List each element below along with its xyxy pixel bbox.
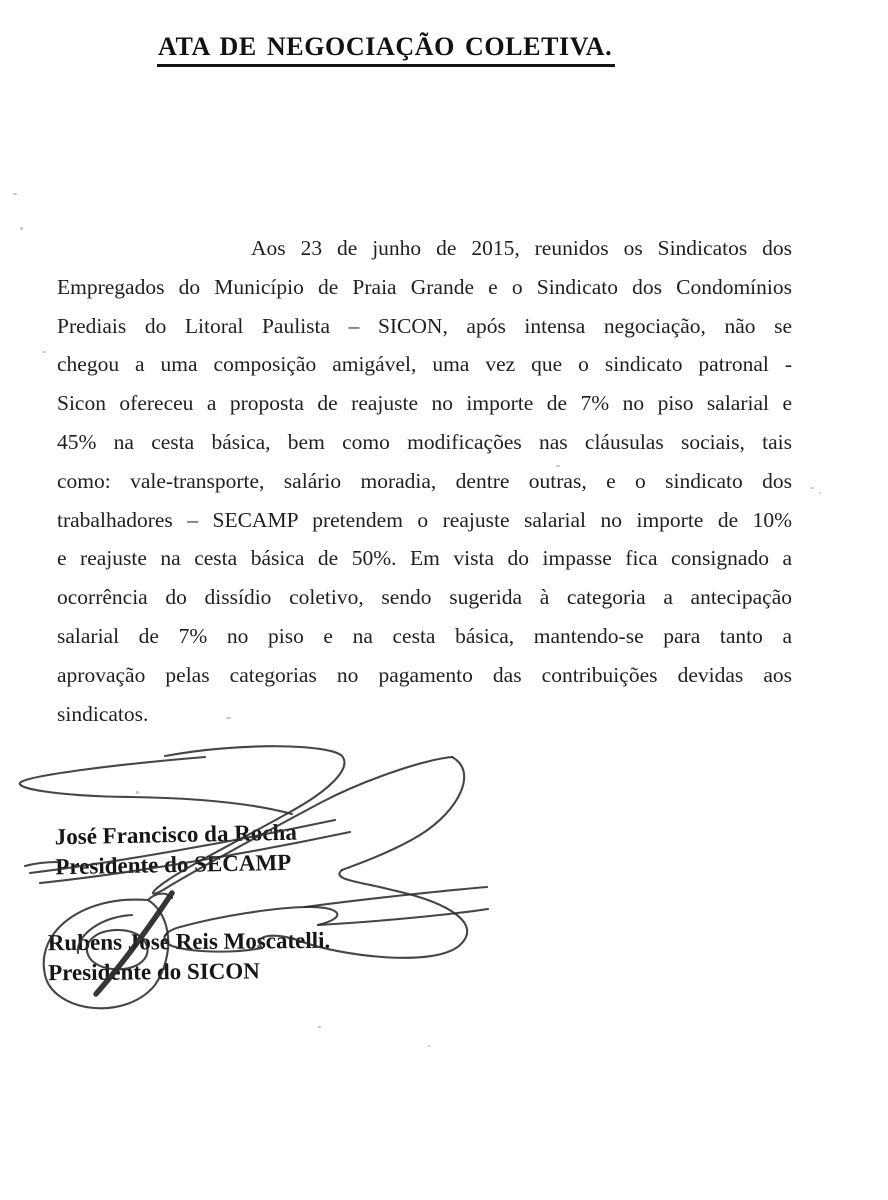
scan-speck	[318, 1026, 321, 1028]
signature-block-sicon	[48, 926, 331, 988]
paragraph-line: sindicatos.	[57, 701, 149, 726]
paragraph-line: Prediais do Litoral Paulista – SICON, após intensa negociação, não se	[57, 313, 792, 338]
paragraph-line: Aos 23 de junho de 2015, reunidos os Sindicatos dos	[251, 236, 792, 260]
paragraph-line: 45% na cesta básica, bem como modificações nas cláusulas sociais, tais	[57, 429, 792, 454]
signatory-name: José Francisco da Rocha	[54, 819, 298, 850]
paragraph-line: trabalhadores – SECAMP pretendem o reajuste salarial no importe de 10%	[57, 507, 792, 532]
scan-speck	[811, 487, 814, 489]
scan-speck	[136, 791, 139, 794]
paragraph-line: ocorrência do dissídio coletivo, sendo sugerida à categoria a antecipação	[57, 585, 792, 610]
paragraph-line: e reajuste na cesta básica de 50%. Em vista do impasse fica consignado a	[57, 546, 792, 571]
signatory-role: Presidente do SICON	[48, 958, 260, 986]
scan-speck	[428, 1045, 430, 1047]
scan-speck	[226, 717, 231, 719]
paragraph-line: Sicon ofereceu a proposta de reajuste no importe de 7% no piso salarial e	[57, 391, 792, 416]
body-paragraph	[57, 229, 792, 733]
scan-speck	[556, 465, 560, 467]
signatory-role: Presidente do SECAMP	[55, 849, 292, 880]
signature-block-secamp	[54, 818, 297, 883]
paragraph-line: salarial de 7% no piso e na cesta básica, mantendo-se para tanto a	[57, 623, 792, 648]
paragraph-line: chegou a uma composição amigável, uma vez que o sindicato patronal -	[57, 352, 792, 377]
paragraph-line: Empregados do Município de Praia Grande e o Sindicato dos Condomínios	[57, 274, 792, 299]
paragraph-line: aprovação pelas categorias no pagamento das contribuições devidas aos	[57, 662, 792, 687]
scan-speck	[43, 351, 46, 353]
signatory-name: Rubens José Reis Moscatelli.	[47, 927, 331, 956]
scan-speck	[13, 193, 17, 195]
paragraph-line: como: vale-transporte, salário moradia, dentre outras, e o sindicato dos	[57, 468, 792, 493]
scan-speck	[819, 492, 821, 494]
document-title: ATA DE NEGOCIAÇÃO COLETIVA.	[157, 32, 615, 67]
scan-speck	[20, 227, 23, 230]
